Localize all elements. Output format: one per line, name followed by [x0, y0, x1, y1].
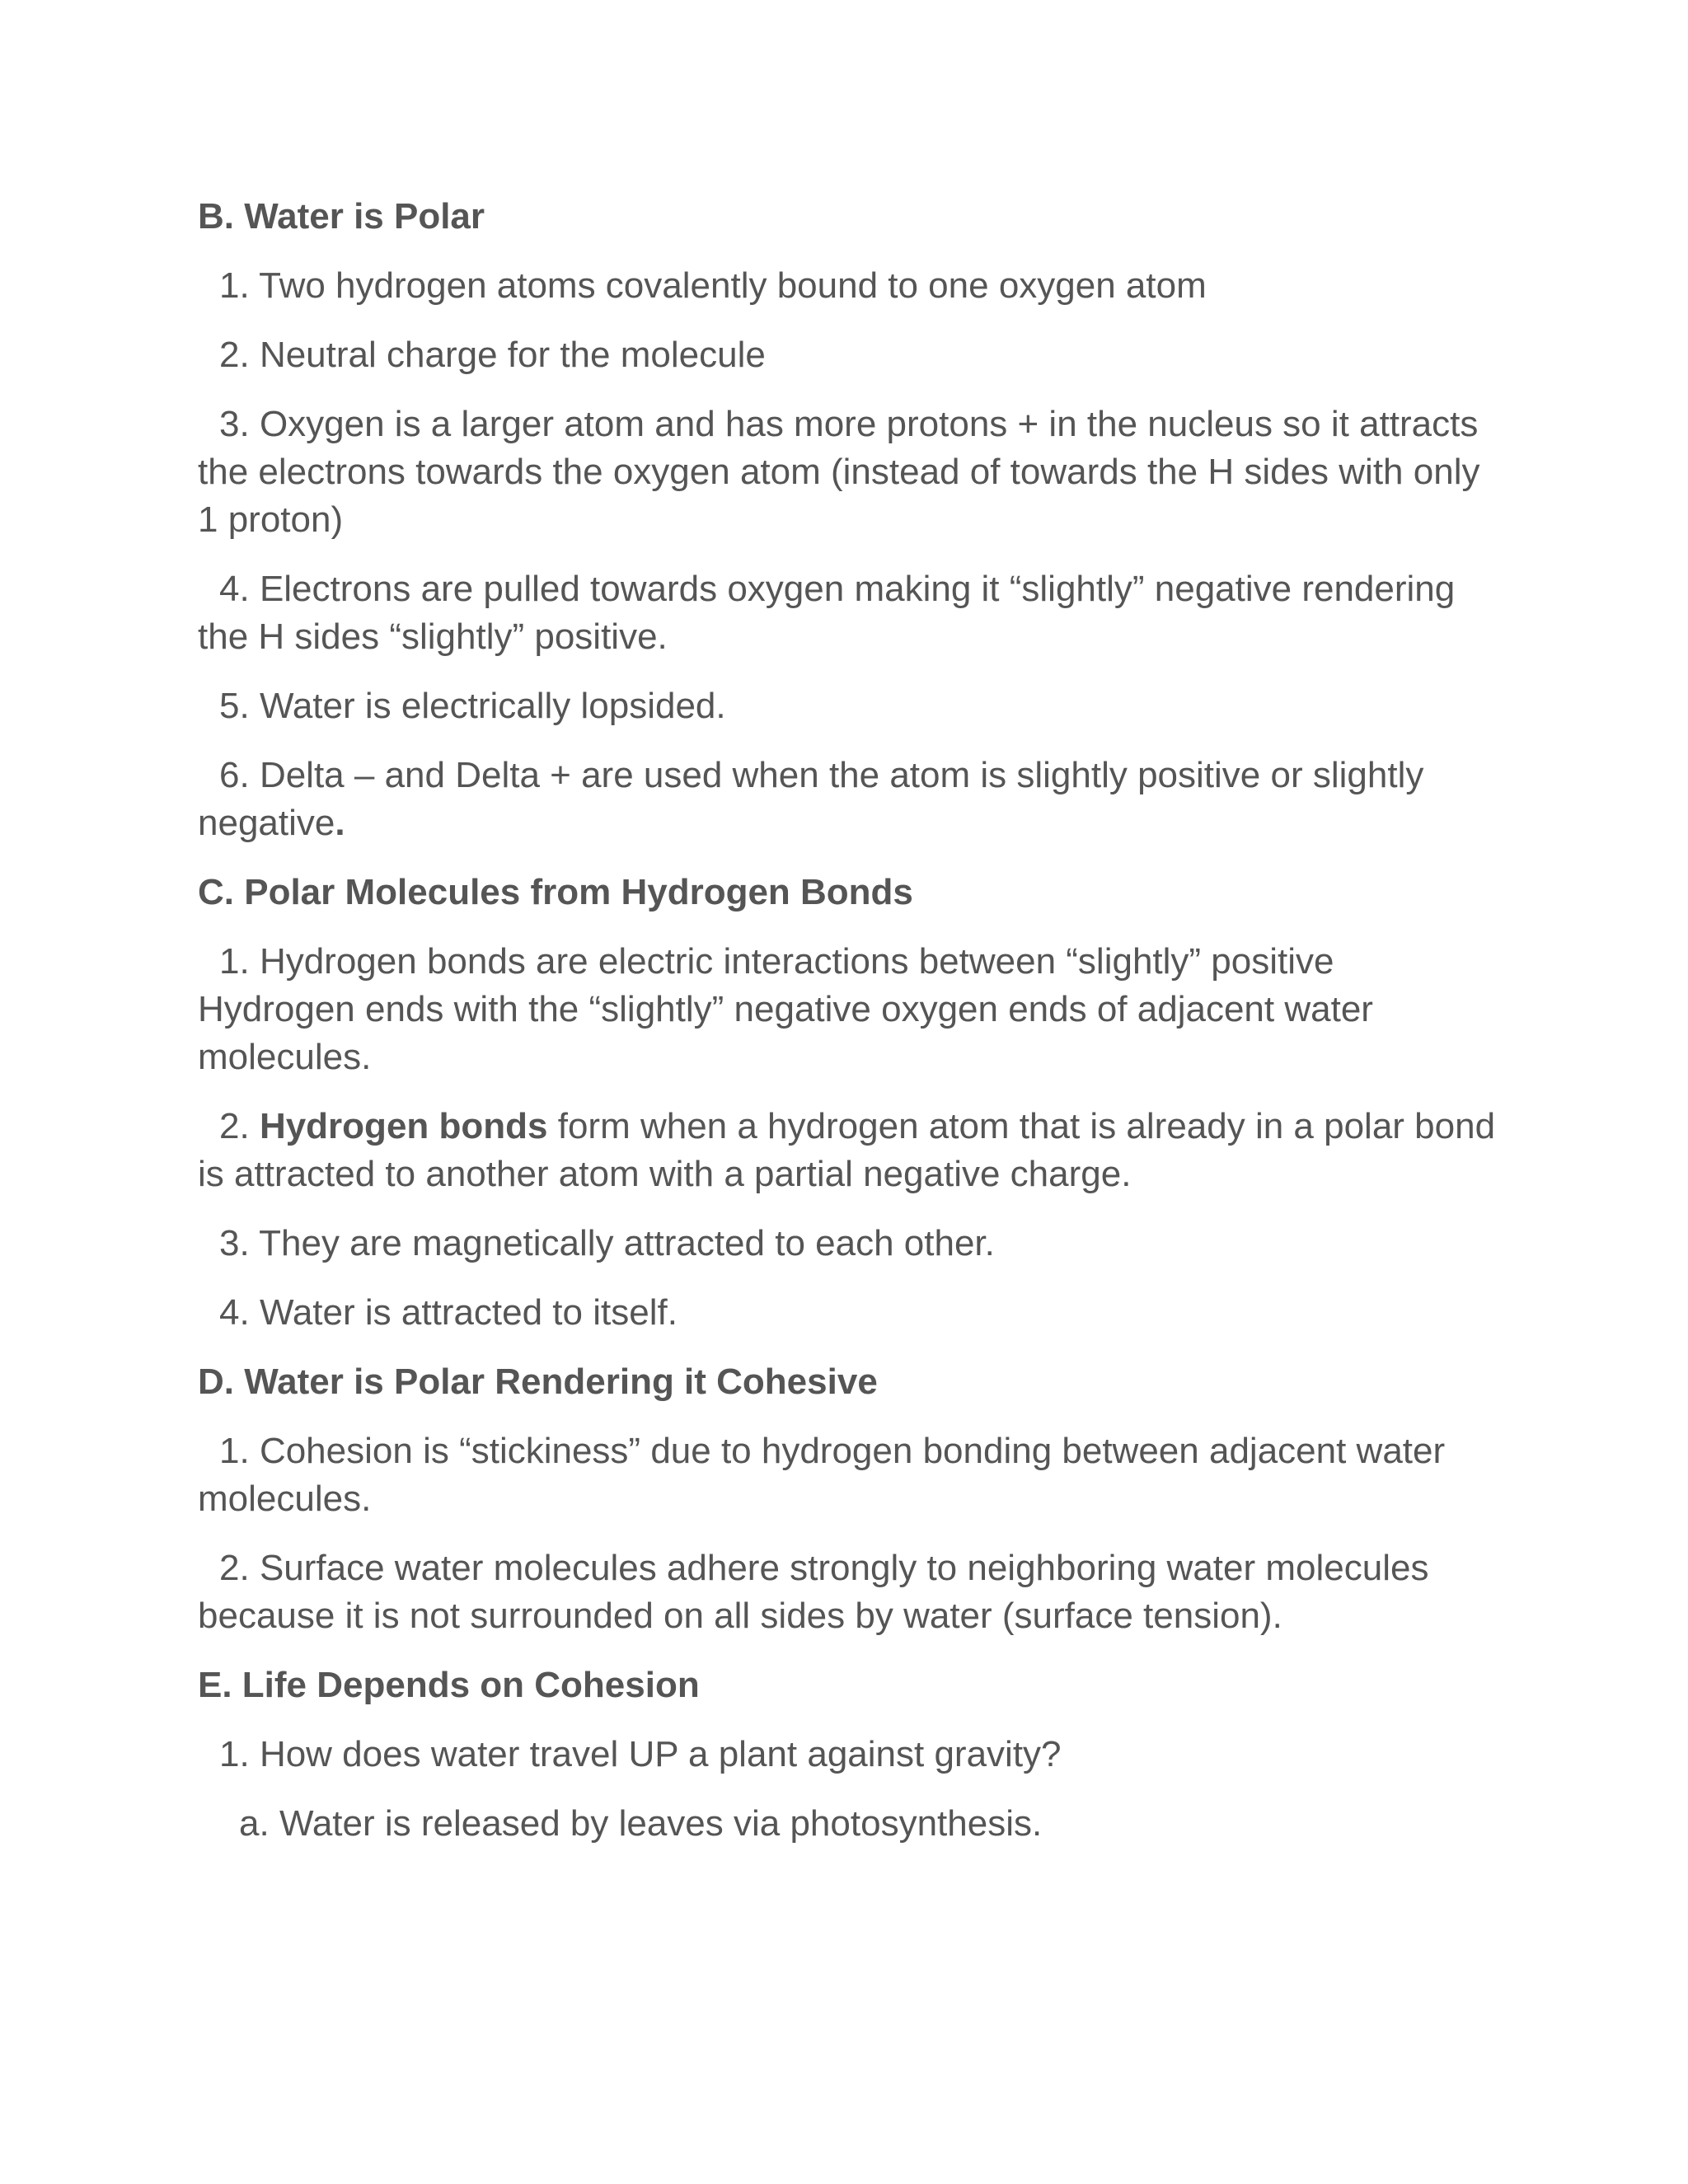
list-item-sub — [198, 1800, 1500, 1848]
list-item — [198, 331, 1500, 379]
item-bold-lead: Hydrogen bonds — [259, 1106, 548, 1146]
item-number: 5. — [219, 686, 250, 726]
item-trailing-period: . — [335, 803, 345, 843]
list-item — [198, 1731, 1500, 1779]
item-number: 3. — [219, 1223, 250, 1263]
section-heading-c: C. Polar Molecules from Hydrogen Bonds — [198, 872, 913, 912]
item-text: form when a hydrogen atom that is already in a polar bond is attracted to another atom with a partial negative charge. — [198, 1106, 1496, 1194]
list-item — [198, 938, 1500, 1081]
item-number: 4. — [219, 1292, 250, 1333]
item-text: How does water travel UP a plant against gravity? — [259, 1734, 1062, 1774]
section-heading-e: E. Life Depends on Cohesion — [198, 1665, 700, 1705]
item-number: 1. — [219, 265, 250, 306]
list-item — [198, 1220, 1500, 1268]
item-text: Water is released by leaves via photosynthesis. — [279, 1803, 1043, 1844]
item-text: Oxygen is a larger atom and has more protons + in the nucleus so it attracts the electrons towards the oxygen atom (instead of towards the H sides with only 1 proton) — [198, 404, 1480, 540]
item-text: Neutral charge for the molecule — [259, 335, 766, 375]
item-number: 2. — [219, 335, 250, 375]
item-text: Hydrogen bonds are electric interactions between “slightly” positive Hydrogen ends with the “slightly” negative oxygen ends of adjacent water molecules. — [198, 941, 1373, 1077]
item-number: 6. — [219, 755, 250, 795]
item-number: 2. — [219, 1548, 250, 1588]
item-text: Water is attracted to itself. — [259, 1292, 678, 1333]
list-item — [198, 1289, 1500, 1337]
list-item — [198, 682, 1500, 730]
section-heading-d: D. Water is Polar Rendering it Cohesive — [198, 1361, 878, 1402]
list-item — [198, 1103, 1500, 1198]
item-number: 3. — [219, 404, 250, 444]
item-number: 1. — [219, 1734, 250, 1774]
item-text: Water is electrically lopsided. — [259, 686, 726, 726]
list-item — [198, 565, 1500, 661]
item-number: 1. — [219, 1431, 250, 1471]
document-page — [198, 193, 1500, 1869]
item-text: Cohesion is “stickiness” due to hydrogen bonding between adjacent water molecules. — [198, 1431, 1446, 1519]
item-text: Delta – and Delta + are used when the atom is slightly positive or slightly negative — [198, 755, 1424, 843]
item-letter: a. — [239, 1803, 270, 1844]
item-number: 4. — [219, 569, 250, 609]
section-heading-b: B. Water is Polar — [198, 196, 485, 237]
item-number: 1. — [219, 941, 250, 982]
list-item — [198, 752, 1500, 847]
item-text: Surface water molecules adhere strongly to neighboring water molecules because it is not surrounded on all sides by water (surface tension). — [198, 1548, 1429, 1636]
list-item — [198, 1427, 1500, 1523]
item-text: They are magnetically attracted to each other. — [259, 1223, 995, 1263]
list-item — [198, 401, 1500, 544]
list-item — [198, 1544, 1500, 1640]
list-item — [198, 262, 1500, 310]
item-number: 2. — [219, 1106, 250, 1146]
item-text: Two hydrogen atoms covalently bound to one oxygen atom — [259, 265, 1207, 306]
item-text: Electrons are pulled towards oxygen making it “slightly” negative rendering the H sides “slightly” positive. — [198, 569, 1456, 657]
